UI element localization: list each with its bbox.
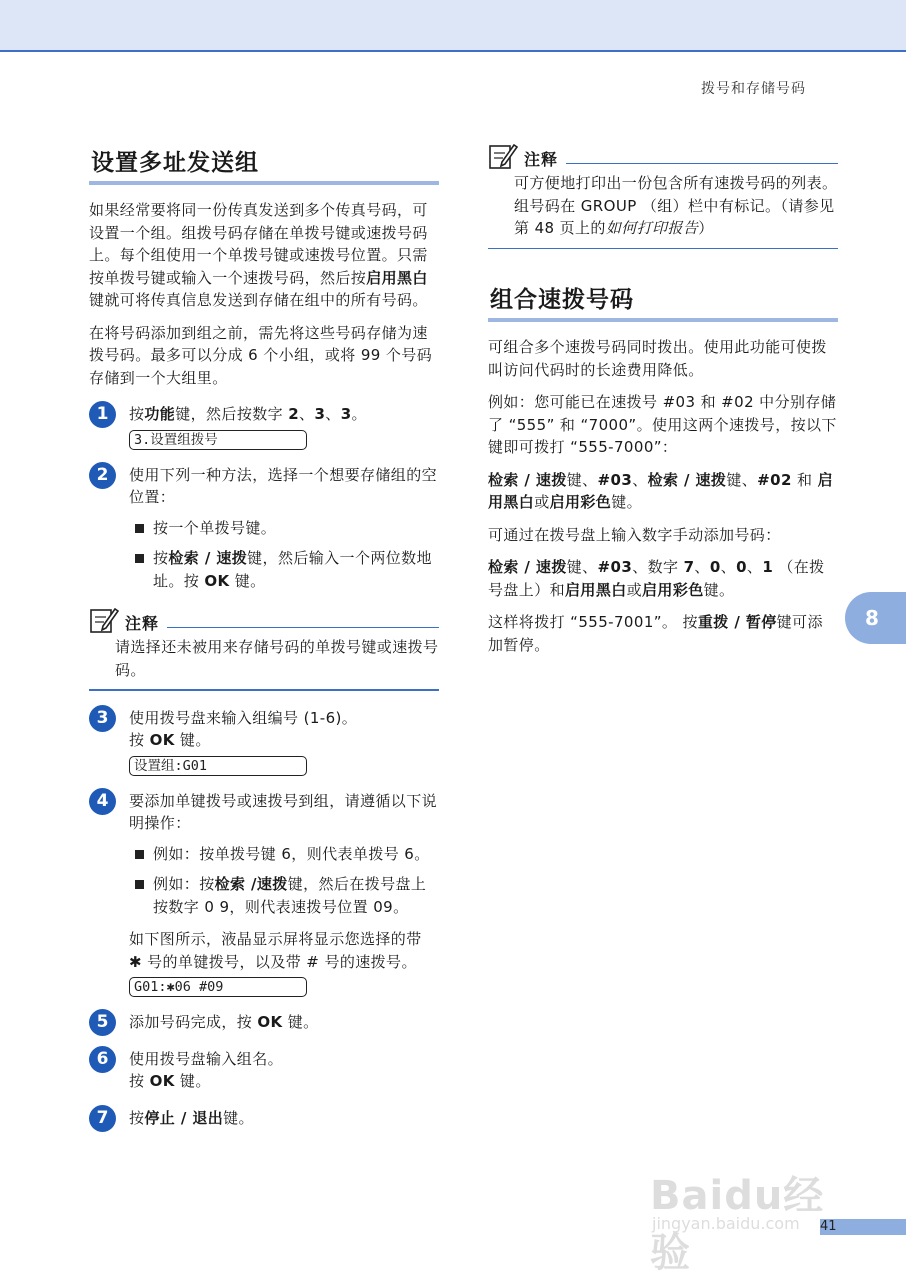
note-title: 注释 [524,150,559,169]
lcd-display: 设置组:G01 [129,756,307,776]
step-1-text: 按功能键，然后按数字 2、3、3。 [129,405,367,423]
step-5 [89,1011,439,1034]
right-column [488,142,838,656]
watermark-brand: Baidu经验 [650,1173,825,1276]
section-title-chain-dial: 组合速拨号码 [488,275,838,322]
step-number-badge: 7 [89,1105,116,1132]
manual-add-paragraph: 可通过在拨号盘上输入数字手动添加号码： [488,525,781,544]
step-4 [89,790,439,998]
step-4-explanation: 如下图所示，液晶显示屏将显示您选择的带 ✱ 号的单键拨号，以及带 # 号的速拨号。 [129,930,422,971]
key-sequence-1: 检索 / 速拨键、#03、检索 / 速拨键、#02 和 启用黑白或启用彩色键。 [488,470,833,511]
prerequisite-paragraph: 在将号码添加到组之前，需先将这些号码存储为速拨号码。最多可以分成 6 个小组，或将 99 个号码存储到一个大组里。 [89,323,433,387]
lcd-display: G01:✱06 #09 [129,977,307,997]
running-head: 拨号和存储号码 [701,81,806,97]
step-3-text: 使用拨号盘来输入组编号 (1-6)。 [129,708,358,727]
step-2 [89,464,439,593]
top-header-band [0,0,906,52]
chapter-tab: 8 [845,592,906,644]
step-5-text: 添加号码完成，按 OK 键。 [129,1013,319,1031]
step-2-text: 使用下列一种方法，选择一个想要存储组的空位置： [129,465,438,506]
note-title: 注释 [125,614,160,633]
intro-paragraph: 如果经常要将同一份传真发送到多个传真号码，可设置一个组。组拨号码存储在单拨号键或速拨号码上。每个组使用一个单拨号键或速拨号位置。只需按单拨号键或输入一个速拨号码，然后按启用黑白键就可将传真信息发送到存储在组中的所有号码。 [89,201,428,309]
step-number-badge: 2 [89,462,116,489]
lcd-display: 3.设置组拨号 [129,430,307,450]
step-number-badge: 1 [89,401,116,428]
watermark-logo [640,1150,850,1276]
bullet-item: 例如：按检索 /速拨键，然后在拨号盘上按数字 0 9，则代表速拨号位置 09。 [129,873,439,918]
step-6 [89,1048,439,1093]
watermark-url: jingyan.baidu.com [652,1214,800,1233]
divider [89,689,439,691]
step-7 [89,1107,439,1130]
chain-example-paragraph: 例如：您可能已在速拨号 #03 和 #02 中分别存储了 “555” 和 “7000”。使用这两个速拨号，按以下键即可拨打 “555-7000”： [488,393,837,456]
step-number-badge: 6 [89,1046,116,1073]
step-number-badge: 5 [89,1009,116,1036]
bullet-item: 按检索 / 速拨键，然后输入一个两位数地址。按 OK 键。 [129,547,439,592]
divider [488,248,838,250]
note-text: 可方便地打印出一份包含所有速拨号码的列表。组号码在 GROUP （组）栏中有标记。（请参见第 48 页上的如何打印报告） [514,174,838,237]
bullet-item: 例如：按单拨号键 6，则代表单拨号 6。 [129,843,439,866]
step-1 [89,403,439,450]
step-3-ok-text: 按 OK 键。 [129,731,211,749]
step-4-text: 要添加单键拨号或速拨号到组，请遵循以下说明操作： [129,791,438,832]
step-6-text: 使用拨号盘输入组名。 [129,1049,284,1068]
page-number: 41 [820,1219,837,1234]
note-pencil-icon [488,142,518,170]
note-box [89,606,439,691]
step-7-text: 按停止 / 退出键。 [129,1108,254,1127]
note-box [488,142,838,249]
chain-intro-paragraph: 可组合多个速拨号码同时拨出。使用此功能可使拨叫访问代码时的长途费用降低。 [488,338,827,379]
section-title-group-dial: 设置多址发送组 [89,138,439,185]
bullet-item: 按一个单拨号键。 [129,517,439,540]
pause-paragraph: 这样将拨打 “555-7001”。 按重拨 / 暂停键可添加暂停。 [488,613,823,654]
step-number-badge: 4 [89,788,116,815]
step-6-ok-text: 按 OK 键。 [129,1072,211,1090]
step-3 [89,707,439,776]
key-sequence-2: 检索 / 速拨键、#03、数字 7、0、0、1 （在拨号盘上）和启用黑白或启用彩色键。 [488,558,825,599]
left-column [89,138,439,1129]
note-pencil-icon [89,606,119,634]
step-number-badge: 3 [89,705,116,732]
note-text: 请选择还未被用来存储号码的单拨号键或速拨号码。 [115,638,439,679]
